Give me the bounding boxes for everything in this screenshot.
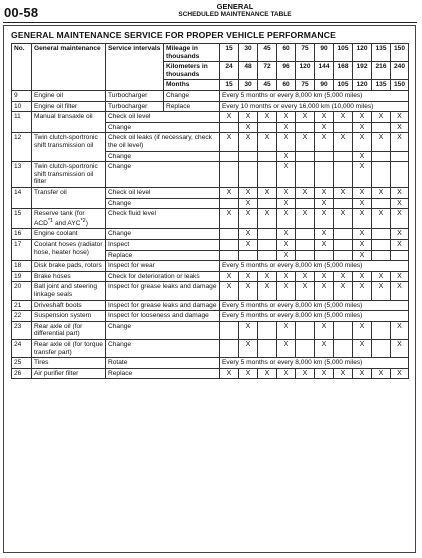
mileage-value: 105 (334, 44, 353, 62)
interval-mark: X (334, 133, 353, 151)
interval-mark (239, 162, 258, 188)
row-number: 10 (12, 101, 32, 112)
interval-mark: X (239, 229, 258, 240)
row-number: 13 (12, 162, 32, 188)
row-number: 22 (12, 311, 32, 322)
interval-mark: X (391, 240, 409, 251)
item-text: ) (85, 219, 88, 227)
interval-mark: X (391, 229, 409, 240)
interval-mark (391, 162, 409, 188)
service-action: Change (106, 340, 220, 358)
service-action: Check oil level (106, 112, 220, 123)
interval-mark: X (334, 271, 353, 282)
km-value: 216 (372, 62, 391, 80)
service-action: Change (106, 151, 220, 162)
interval-mark (334, 162, 353, 188)
maintenance-item: Manual transaxle oil (32, 112, 106, 133)
maintenance-item: Engine oil (32, 90, 106, 101)
interval-mark: X (391, 187, 409, 198)
row-number: 16 (12, 229, 32, 240)
col-header-no: No. (12, 44, 32, 91)
service-action: Check fluid level (106, 209, 220, 229)
interval-mark (334, 122, 353, 133)
interval-mark: X (258, 112, 277, 123)
interval-mark (220, 340, 239, 358)
service-action: Replace (106, 368, 220, 379)
interval-mark: X (258, 209, 277, 229)
header-rule (3, 22, 417, 23)
table-row (12, 187, 409, 198)
interval-mark: X (239, 198, 258, 209)
interval-mark: X (353, 112, 372, 123)
month-value: 105 (334, 80, 353, 91)
interval-mark (372, 240, 391, 251)
interval-note: Every 5 months or every 8,000 km (5,000 miles) (220, 90, 409, 101)
interval-mark: X (391, 133, 409, 151)
interval-mark: X (277, 271, 296, 282)
row-number: 14 (12, 187, 32, 208)
interval-mark: X (315, 198, 334, 209)
maintenance-item: Coolant hoses (radiator hose, heater hose) (32, 240, 106, 261)
interval-mark (296, 151, 315, 162)
interval-mark: X (239, 112, 258, 123)
interval-mark (220, 198, 239, 209)
km-value: 120 (296, 62, 315, 80)
table-row (12, 340, 409, 358)
interval-mark: X (334, 282, 353, 300)
interval-mark: X (277, 340, 296, 358)
interval-mark (372, 151, 391, 162)
interval-mark: X (239, 133, 258, 151)
table-row (12, 112, 409, 123)
maintenance-item: Ball joint and steering linkage seals (32, 282, 106, 300)
interval-mark: X (277, 209, 296, 229)
interval-mark (239, 151, 258, 162)
interval-mark (372, 198, 391, 209)
interval-mark (296, 240, 315, 251)
interval-note: Every 10 months or every 16,000 km (10,000 miles) (220, 101, 409, 112)
maintenance-item: Tires (32, 358, 106, 369)
interval-mark: X (315, 321, 334, 339)
interval-mark: X (258, 282, 277, 300)
interval-mark (296, 229, 315, 240)
interval-mark: X (296, 282, 315, 300)
interval-mark: X (334, 368, 353, 379)
service-action: Change (106, 162, 220, 188)
table-row (12, 162, 409, 188)
maintenance-item (32, 209, 106, 229)
service-action: Inspect for grease leaks and damage (106, 282, 220, 300)
interval-mark (220, 250, 239, 261)
interval-mark: X (372, 282, 391, 300)
interval-mark: X (296, 271, 315, 282)
table-row (12, 90, 409, 101)
mileage-value: 120 (353, 44, 372, 62)
interval-mark: X (239, 209, 258, 229)
table-row (12, 101, 409, 112)
section-subtitle: SCHEDULED MAINTENANCE TABLE (178, 11, 292, 18)
maintenance-item: Brake hoses (32, 271, 106, 282)
interval-mark: X (334, 112, 353, 123)
interval-mark: X (353, 240, 372, 251)
interval-mark: X (315, 271, 334, 282)
row-number: 11 (12, 112, 32, 133)
interval-mark: X (296, 209, 315, 229)
month-value: 30 (239, 80, 258, 91)
interval-mark: X (315, 240, 334, 251)
table-title: GENERAL MAINTENANCE SERVICE FOR PROPER VEHICLE PERFORMANCE (11, 30, 336, 40)
row-number: 12 (12, 133, 32, 162)
maintenance-table (11, 43, 409, 379)
km-value: 240 (391, 62, 409, 80)
interval-mark: X (315, 368, 334, 379)
table-row (12, 229, 409, 240)
interval-mark: X (277, 151, 296, 162)
interval-mark: X (391, 340, 409, 358)
interval-mark: X (296, 112, 315, 123)
interval-mark: X (391, 271, 409, 282)
interval-mark: X (258, 133, 277, 151)
table-row (12, 321, 409, 339)
col-header-general: General maintenance (32, 44, 106, 91)
interval-mark (296, 122, 315, 133)
maintenance-item: Engine coolant (32, 229, 106, 240)
row-number: 20 (12, 282, 32, 300)
interval-mark: X (258, 368, 277, 379)
interval-mark (258, 340, 277, 358)
service-action: Inspect for looseness and damage (106, 311, 220, 322)
page-number: 00-58 (4, 5, 39, 20)
service-action: Inspect (106, 240, 220, 251)
maintenance-item: Rear axle oil (for differential part) (32, 321, 106, 339)
interval-mark: X (277, 240, 296, 251)
interval-mark: X (353, 368, 372, 379)
interval-mark: X (391, 321, 409, 339)
interval-mark: X (334, 209, 353, 229)
table-row (12, 133, 409, 151)
maintenance-item: Transfer oil (32, 187, 106, 208)
interval-mark (258, 162, 277, 188)
row-number: 15 (12, 209, 32, 229)
interval-mark: X (220, 282, 239, 300)
service-action: Inspect for wear (106, 261, 220, 272)
interval-mark: X (353, 229, 372, 240)
interval-mark: X (334, 187, 353, 198)
interval-mark: X (391, 198, 409, 209)
header-row-mileage (12, 44, 409, 62)
interval-mark (220, 162, 239, 188)
item-text: and AYC (53, 219, 81, 227)
interval-mark: X (277, 250, 296, 261)
interval-mark: X (239, 240, 258, 251)
interval-note: Every 5 months or every 8,000 km (5,000 miles) (220, 311, 409, 322)
footnote-mark: *1 (47, 217, 54, 224)
interval-mark: X (277, 368, 296, 379)
month-value: 90 (315, 80, 334, 91)
maintenance-item: Suspension system (32, 311, 106, 322)
service-action: Change (106, 229, 220, 240)
interval-mark (258, 198, 277, 209)
mileage-value: 135 (372, 44, 391, 62)
row-number: 26 (12, 368, 32, 379)
interval-mark (315, 250, 334, 261)
service-action: Change (106, 321, 220, 339)
service-condition: Turbocharger (106, 90, 164, 101)
maintenance-item: Rear axle oil (for torque transfer part) (32, 340, 106, 358)
interval-mark (220, 321, 239, 339)
maintenance-item: Driveshaft boots (32, 300, 106, 311)
interval-mark (315, 151, 334, 162)
interval-mark: X (353, 187, 372, 198)
mileage-value: 60 (277, 44, 296, 62)
interval-mark: X (353, 198, 372, 209)
interval-note: Every 5 months or every 8,000 km (5,000 miles) (220, 358, 409, 369)
interval-mark: X (277, 187, 296, 198)
row-number: 23 (12, 321, 32, 339)
row-number: 25 (12, 358, 32, 369)
interval-mark: X (239, 122, 258, 133)
interval-mark (220, 122, 239, 133)
interval-mark: X (391, 112, 409, 123)
row-number: 19 (12, 271, 32, 282)
table-row (12, 368, 409, 379)
interval-mark: X (315, 133, 334, 151)
interval-mark (239, 250, 258, 261)
interval-mark: X (315, 229, 334, 240)
interval-mark (296, 198, 315, 209)
mileage-value: 15 (220, 44, 239, 62)
month-value: 45 (258, 80, 277, 91)
interval-mark: X (353, 209, 372, 229)
interval-mark (391, 250, 409, 261)
interval-mark: X (315, 112, 334, 123)
interval-mark: X (220, 271, 239, 282)
table-row (12, 311, 409, 322)
interval-mark (296, 340, 315, 358)
km-value: 24 (220, 62, 239, 80)
row-label-mileage: Mileage in thousands (164, 44, 220, 62)
interval-mark: X (258, 271, 277, 282)
interval-mark: X (372, 133, 391, 151)
km-value: 192 (353, 62, 372, 80)
interval-mark: X (277, 229, 296, 240)
interval-mark: X (258, 187, 277, 198)
interval-mark: X (315, 122, 334, 133)
interval-mark: X (315, 209, 334, 229)
interval-mark (334, 198, 353, 209)
km-value: 72 (258, 62, 277, 80)
interval-mark: X (315, 187, 334, 198)
interval-mark (258, 321, 277, 339)
maintenance-item: Engine oil filter (32, 101, 106, 112)
table-row (12, 261, 409, 272)
section-title: GENERAL (216, 2, 254, 11)
interval-mark (334, 151, 353, 162)
interval-mark: X (220, 209, 239, 229)
service-action: Check oil level (106, 187, 220, 198)
item-text: Reserve tank (for ACD (34, 210, 85, 227)
mileage-value: 150 (391, 44, 409, 62)
row-number: 24 (12, 340, 32, 358)
interval-mark: X (353, 250, 372, 261)
interval-mark (372, 122, 391, 133)
interval-mark (296, 250, 315, 261)
col-header-service: Service intervals (106, 44, 164, 91)
interval-mark: X (372, 209, 391, 229)
table-row (12, 271, 409, 282)
interval-mark (258, 250, 277, 261)
interval-mark: X (277, 198, 296, 209)
row-number: 18 (12, 261, 32, 272)
mileage-value: 45 (258, 44, 277, 62)
interval-mark: X (277, 133, 296, 151)
interval-mark: X (239, 368, 258, 379)
interval-mark: X (239, 271, 258, 282)
interval-mark: X (239, 340, 258, 358)
interval-mark (334, 250, 353, 261)
interval-mark: X (277, 122, 296, 133)
interval-mark: X (372, 368, 391, 379)
service-condition: Turbocharger (106, 101, 164, 112)
interval-mark (334, 340, 353, 358)
interval-mark: X (353, 151, 372, 162)
month-value: 150 (391, 80, 409, 91)
service-action: Replace (106, 250, 220, 261)
km-value: 48 (239, 62, 258, 80)
km-value: 144 (315, 62, 334, 80)
interval-mark: X (220, 187, 239, 198)
service-action: Change (106, 198, 220, 209)
interval-mark (315, 162, 334, 188)
mileage-value: 30 (239, 44, 258, 62)
footnote-mark: *2 (80, 217, 86, 224)
month-value: 60 (277, 80, 296, 91)
mileage-value: 75 (296, 44, 315, 62)
service-action: Inspect for grease leaks and damage (106, 300, 220, 311)
interval-mark: X (372, 187, 391, 198)
interval-mark: X (372, 271, 391, 282)
row-number: 17 (12, 240, 32, 261)
service-action: Check for deterioration or leaks (106, 271, 220, 282)
maintenance-item: Air purifier filter (32, 368, 106, 379)
interval-mark (258, 151, 277, 162)
row-label-km: Kilometers in thousands (164, 62, 220, 80)
table-row (12, 209, 409, 229)
service-action: Change (106, 122, 220, 133)
service-action: Change (164, 90, 220, 101)
interval-mark (372, 162, 391, 188)
interval-mark (372, 250, 391, 261)
interval-mark: X (353, 340, 372, 358)
interval-mark: X (391, 122, 409, 133)
interval-mark: X (391, 368, 409, 379)
service-action: Replace (164, 101, 220, 112)
interval-mark: X (277, 321, 296, 339)
interval-mark (334, 321, 353, 339)
interval-mark: X (277, 112, 296, 123)
interval-mark (372, 321, 391, 339)
table-row (12, 300, 409, 311)
row-label-months: Months (164, 80, 220, 91)
mileage-value: 90 (315, 44, 334, 62)
interval-mark (220, 240, 239, 251)
maintenance-item: Twin clutch-sportronic shift transmission oil (32, 133, 106, 162)
interval-mark: X (296, 368, 315, 379)
service-action: Check oil leaks (if necessary, check the oil level) (106, 133, 220, 151)
month-value: 15 (220, 80, 239, 91)
km-value: 96 (277, 62, 296, 80)
interval-mark (258, 122, 277, 133)
interval-mark: X (391, 209, 409, 229)
interval-note: Every 5 months or every 8,000 km (5,000 miles) (220, 261, 409, 272)
interval-mark: X (296, 187, 315, 198)
page-header (0, 0, 422, 24)
interval-mark (258, 240, 277, 251)
maintenance-item: Twin clutch-sportronic shift transmission oil filter (32, 162, 106, 188)
interval-mark: X (239, 187, 258, 198)
interval-mark (334, 240, 353, 251)
interval-mark (391, 151, 409, 162)
interval-mark (296, 321, 315, 339)
row-number: 9 (12, 90, 32, 101)
interval-mark: X (220, 368, 239, 379)
interval-mark: X (220, 112, 239, 123)
interval-mark (220, 229, 239, 240)
interval-note: Every 5 months or every 8,000 km (5,000 miles) (220, 300, 409, 311)
interval-mark: X (353, 162, 372, 188)
interval-mark: X (239, 282, 258, 300)
month-value: 135 (372, 80, 391, 91)
interval-mark: X (353, 321, 372, 339)
interval-mark: X (296, 133, 315, 151)
interval-mark (334, 229, 353, 240)
interval-mark: X (220, 133, 239, 151)
table-row (12, 240, 409, 251)
month-value: 75 (296, 80, 315, 91)
interval-mark: X (239, 321, 258, 339)
interval-mark (220, 151, 239, 162)
interval-mark (258, 229, 277, 240)
interval-mark (372, 229, 391, 240)
interval-mark: X (353, 122, 372, 133)
table-row (12, 358, 409, 369)
interval-mark: X (353, 271, 372, 282)
interval-mark: X (372, 112, 391, 123)
table-row (12, 282, 409, 300)
interval-mark: X (315, 340, 334, 358)
interval-mark: X (277, 282, 296, 300)
interval-mark (372, 340, 391, 358)
maintenance-item: Disk brake pads, rotors (32, 261, 106, 272)
km-value: 168 (334, 62, 353, 80)
interval-mark: X (353, 282, 372, 300)
service-action: Rotate (106, 358, 220, 369)
interval-mark (296, 162, 315, 188)
interval-mark: X (391, 282, 409, 300)
interval-mark: X (315, 282, 334, 300)
row-number: 21 (12, 300, 32, 311)
table-body (12, 44, 409, 379)
month-value: 120 (353, 80, 372, 91)
interval-mark: X (353, 133, 372, 151)
interval-mark: X (277, 162, 296, 188)
